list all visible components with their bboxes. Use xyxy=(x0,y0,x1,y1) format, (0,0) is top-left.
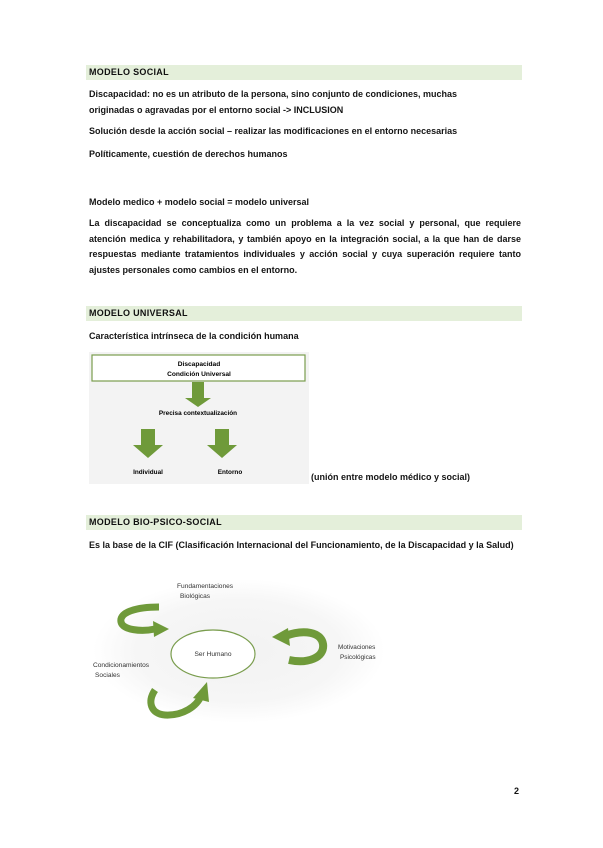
paragraph-cif: Es la base de la CIF (Clasificación Internacional del Funcionamiento, de la Discapacidad y la Salud) xyxy=(89,540,514,550)
section-header-modelo-social: MODELO SOCIAL xyxy=(86,65,522,80)
paragraph-conceptualiza: La discapacidad se conceptualiza como un problema a la vez social y personal, que requiere atención medica y rehabilitadora, y también apoyo en la integración social, a la que han de darse respuestas mediante tratamientos individuales y acción social y cuya superación requiere tanto ajustes personales como cambios en el entorno. xyxy=(89,218,521,275)
paragraph-line: originadas o agravadas por el entorno social -> INCLUSION xyxy=(89,104,344,115)
paragraph-politicamente: Políticamente, cuestión de derechos humanos xyxy=(89,149,288,159)
paragraph-line: Discapacidad: no es un atributo de la persona, sino conjunto de condiciones, muchas xyxy=(89,89,458,99)
paragraph-discapacidad xyxy=(89,87,521,118)
diagram-right-line1: Motivaciones xyxy=(338,644,376,651)
section-header-modelo-universal: MODELO UNIVERSAL xyxy=(86,306,522,321)
page-number: 2 xyxy=(514,786,520,796)
diagram-box-line2: Condición Universal xyxy=(167,371,231,378)
diagram-top-line2: Biológicas xyxy=(180,593,211,600)
diagram-right-line2: Psicológicas xyxy=(340,654,376,661)
paragraph-formula: Modelo medico + modelo social = modelo universal xyxy=(89,197,310,207)
section-header-modelo-bio-psico-social: MODELO BIO-PSICO-SOCIAL xyxy=(86,515,522,530)
diagram-top-line1: Fundamentaciones xyxy=(177,583,234,590)
diagram-center-label: Ser Humano xyxy=(194,651,232,658)
universal-model-diagram xyxy=(89,352,309,484)
diagram-box-line1: Discapacidad xyxy=(177,361,221,368)
paragraph-caracteristica: Característica intrínseca de la condición humana xyxy=(89,331,299,341)
diagram-middle-label: Precisa contextualización xyxy=(158,410,238,417)
paragraph-solucion: Solución desde la acción social – realizar las modificaciones en el entorno necesarias xyxy=(89,126,458,136)
universal-caption: (unión entre modelo médico y social) xyxy=(311,472,471,482)
bio-psico-social-diagram xyxy=(89,574,389,724)
diagram-left-line2: Sociales xyxy=(95,672,120,679)
diagram-left-line1: Condicionamientos xyxy=(93,662,150,669)
diagram-left-label: Individual xyxy=(133,469,163,476)
diagram-right-label: Entorno xyxy=(217,469,243,476)
